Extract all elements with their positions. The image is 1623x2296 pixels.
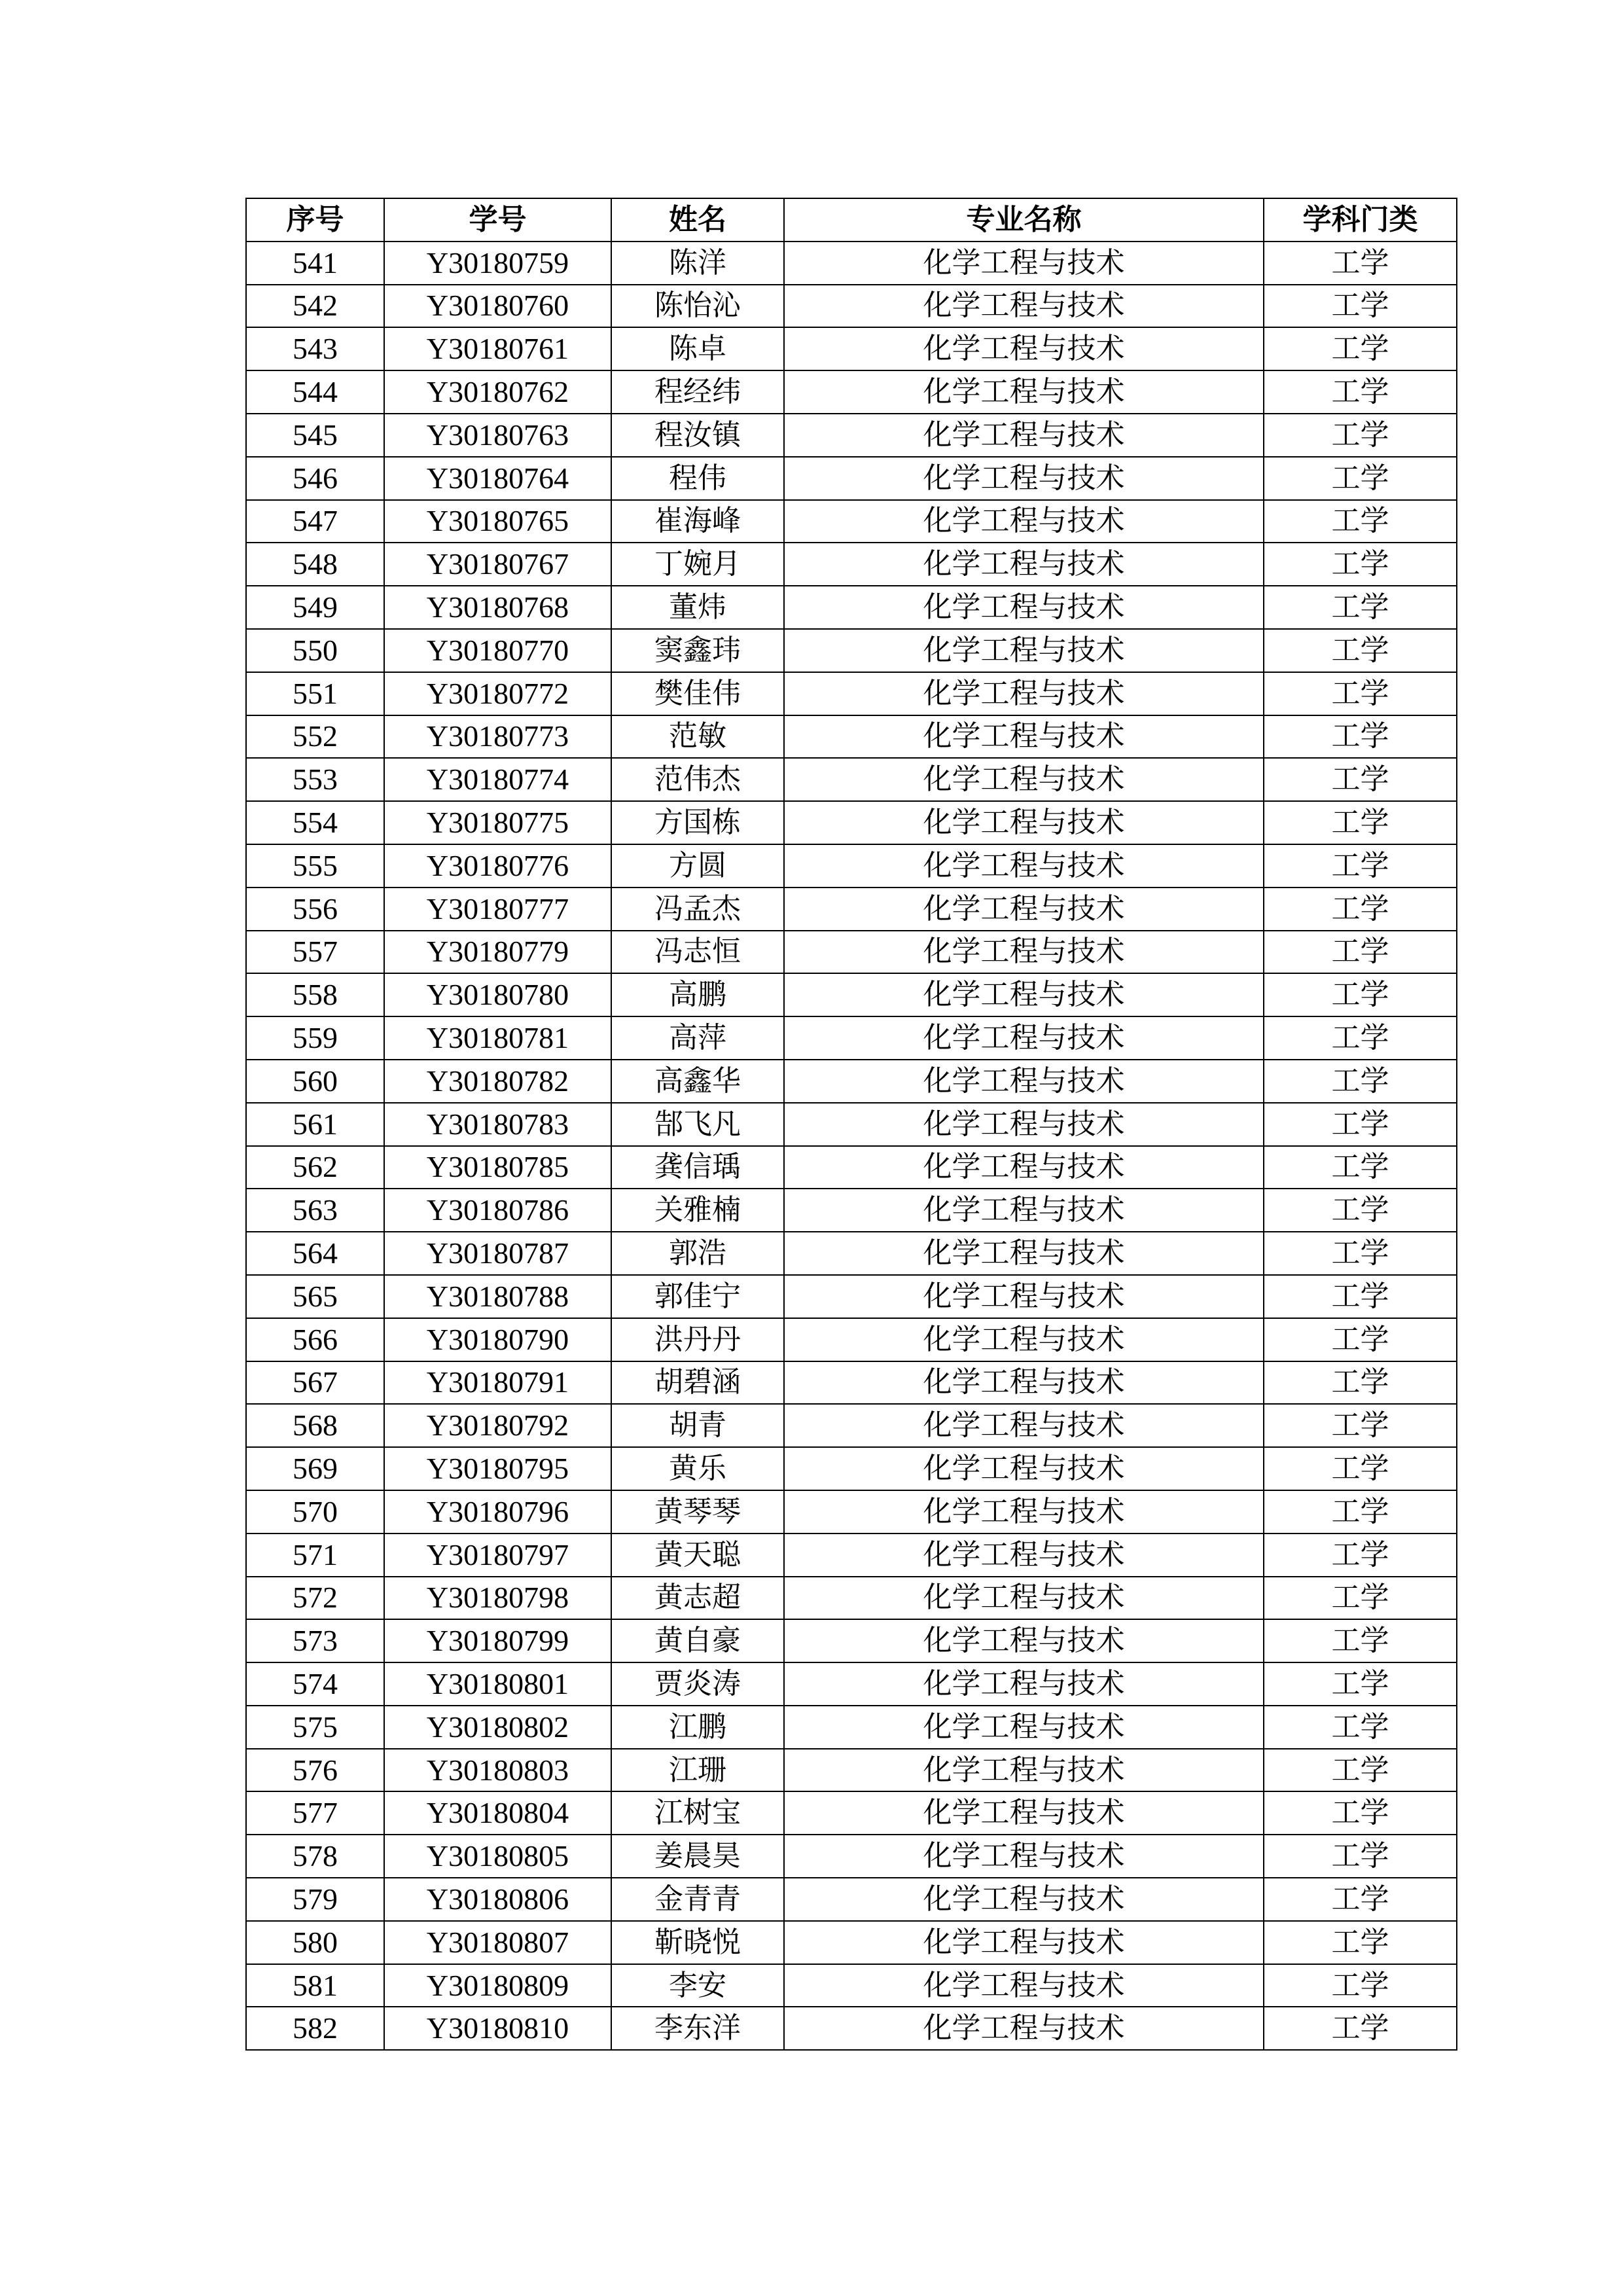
table-row bbox=[246, 370, 1457, 414]
cell-student-id: Y30180780 bbox=[384, 973, 611, 1016]
cell-student-id: Y30180805 bbox=[384, 1835, 611, 1878]
cell-name: 李东洋 bbox=[611, 2007, 784, 2050]
cell-major: 化学工程与技术 bbox=[784, 1534, 1264, 1577]
cell-student-id: Y30180795 bbox=[384, 1447, 611, 1490]
cell-major: 化学工程与技术 bbox=[784, 1404, 1264, 1447]
cell-seq: 544 bbox=[246, 370, 384, 414]
cell-category: 工学 bbox=[1264, 1361, 1457, 1405]
cell-category: 工学 bbox=[1264, 1619, 1457, 1662]
cell-name: 李安 bbox=[611, 1964, 784, 2007]
table-row bbox=[246, 715, 1457, 759]
table-row bbox=[246, 500, 1457, 543]
cell-student-id: Y30180786 bbox=[384, 1189, 611, 1232]
table-row bbox=[246, 1662, 1457, 1706]
cell-category: 工学 bbox=[1264, 1964, 1457, 2007]
cell-name: 龚信瑀 bbox=[611, 1146, 784, 1189]
student-roster-table bbox=[245, 198, 1457, 2051]
cell-category: 工学 bbox=[1264, 1706, 1457, 1749]
table-header bbox=[246, 198, 1457, 242]
cell-student-id: Y30180791 bbox=[384, 1361, 611, 1405]
cell-seq: 543 bbox=[246, 327, 384, 370]
table-row bbox=[246, 1835, 1457, 1878]
cell-student-id: Y30180762 bbox=[384, 370, 611, 414]
cell-major: 化学工程与技术 bbox=[784, 2007, 1264, 2050]
cell-name: 崔海峰 bbox=[611, 500, 784, 543]
cell-name: 程汝镇 bbox=[611, 414, 784, 457]
table-row bbox=[246, 1275, 1457, 1318]
cell-name: 洪丹丹 bbox=[611, 1318, 784, 1361]
cell-major: 化学工程与技术 bbox=[784, 1361, 1264, 1405]
cell-student-id: Y30180776 bbox=[384, 844, 611, 888]
cell-seq: 552 bbox=[246, 715, 384, 759]
cell-seq: 555 bbox=[246, 844, 384, 888]
cell-student-id: Y30180767 bbox=[384, 543, 611, 586]
cell-name: 程经纬 bbox=[611, 370, 784, 414]
table-row bbox=[246, 1361, 1457, 1405]
cell-seq: 549 bbox=[246, 586, 384, 629]
cell-name: 方国栋 bbox=[611, 801, 784, 844]
table-row bbox=[246, 844, 1457, 888]
cell-name: 陈卓 bbox=[611, 327, 784, 370]
cell-student-id: Y30180783 bbox=[384, 1103, 611, 1146]
cell-student-id: Y30180768 bbox=[384, 586, 611, 629]
cell-category: 工学 bbox=[1264, 242, 1457, 285]
table-body bbox=[246, 242, 1457, 2050]
cell-name: 黄乐 bbox=[611, 1447, 784, 1490]
cell-student-id: Y30180773 bbox=[384, 715, 611, 759]
cell-student-id: Y30180765 bbox=[384, 500, 611, 543]
cell-category: 工学 bbox=[1264, 1447, 1457, 1490]
cell-category: 工学 bbox=[1264, 973, 1457, 1016]
cell-seq: 582 bbox=[246, 2007, 384, 2050]
cell-student-id: Y30180809 bbox=[384, 1964, 611, 2007]
cell-category: 工学 bbox=[1264, 1921, 1457, 1964]
table-row bbox=[246, 758, 1457, 801]
cell-seq: 553 bbox=[246, 758, 384, 801]
cell-category: 工学 bbox=[1264, 1577, 1457, 1620]
table-row bbox=[246, 1060, 1457, 1103]
cell-seq: 574 bbox=[246, 1662, 384, 1706]
cell-seq: 542 bbox=[246, 285, 384, 328]
cell-major: 化学工程与技术 bbox=[784, 500, 1264, 543]
cell-student-id: Y30180763 bbox=[384, 414, 611, 457]
cell-student-id: Y30180781 bbox=[384, 1016, 611, 1060]
cell-name: 江珊 bbox=[611, 1749, 784, 1792]
cell-major: 化学工程与技术 bbox=[784, 1016, 1264, 1060]
cell-category: 工学 bbox=[1264, 2007, 1457, 2050]
cell-category: 工学 bbox=[1264, 931, 1457, 974]
cell-category: 工学 bbox=[1264, 1662, 1457, 1706]
cell-major: 化学工程与技术 bbox=[784, 1835, 1264, 1878]
cell-seq: 563 bbox=[246, 1189, 384, 1232]
table-row bbox=[246, 1447, 1457, 1490]
table-row bbox=[246, 457, 1457, 500]
cell-name: 黄志超 bbox=[611, 1577, 784, 1620]
header-row bbox=[246, 198, 1457, 242]
cell-name: 范敏 bbox=[611, 715, 784, 759]
table-row bbox=[246, 414, 1457, 457]
cell-name: 高萍 bbox=[611, 1016, 784, 1060]
cell-seq: 554 bbox=[246, 801, 384, 844]
cell-category: 工学 bbox=[1264, 285, 1457, 328]
cell-major: 化学工程与技术 bbox=[784, 1619, 1264, 1662]
cell-seq: 575 bbox=[246, 1706, 384, 1749]
cell-name: 冯孟杰 bbox=[611, 888, 784, 931]
cell-seq: 556 bbox=[246, 888, 384, 931]
cell-name: 陈洋 bbox=[611, 242, 784, 285]
cell-major: 化学工程与技术 bbox=[784, 1878, 1264, 1921]
cell-major: 化学工程与技术 bbox=[784, 586, 1264, 629]
cell-student-id: Y30180761 bbox=[384, 327, 611, 370]
cell-name: 江树宝 bbox=[611, 1791, 784, 1835]
table-row bbox=[246, 285, 1457, 328]
table-row bbox=[246, 1619, 1457, 1662]
cell-seq: 564 bbox=[246, 1232, 384, 1275]
table-row bbox=[246, 629, 1457, 672]
cell-seq: 558 bbox=[246, 973, 384, 1016]
table-row bbox=[246, 801, 1457, 844]
cell-seq: 577 bbox=[246, 1791, 384, 1835]
cell-category: 工学 bbox=[1264, 672, 1457, 715]
cell-seq: 545 bbox=[246, 414, 384, 457]
cell-seq: 570 bbox=[246, 1490, 384, 1534]
cell-major: 化学工程与技术 bbox=[784, 888, 1264, 931]
table-row bbox=[246, 1878, 1457, 1921]
cell-student-id: Y30180785 bbox=[384, 1146, 611, 1189]
table-row bbox=[246, 1146, 1457, 1189]
cell-major: 化学工程与技术 bbox=[784, 1103, 1264, 1146]
cell-seq: 559 bbox=[246, 1016, 384, 1060]
cell-name: 黄天聪 bbox=[611, 1534, 784, 1577]
cell-student-id: Y30180782 bbox=[384, 1060, 611, 1103]
cell-student-id: Y30180759 bbox=[384, 242, 611, 285]
cell-major: 化学工程与技术 bbox=[784, 414, 1264, 457]
cell-major: 化学工程与技术 bbox=[784, 457, 1264, 500]
cell-name: 丁婉月 bbox=[611, 543, 784, 586]
cell-major: 化学工程与技术 bbox=[784, 1146, 1264, 1189]
cell-name: 范伟杰 bbox=[611, 758, 784, 801]
cell-student-id: Y30180810 bbox=[384, 2007, 611, 2050]
table-row bbox=[246, 931, 1457, 974]
cell-name: 姜晨昊 bbox=[611, 1835, 784, 1878]
cell-student-id: Y30180787 bbox=[384, 1232, 611, 1275]
cell-student-id: Y30180760 bbox=[384, 285, 611, 328]
cell-seq: 579 bbox=[246, 1878, 384, 1921]
cell-major: 化学工程与技术 bbox=[784, 758, 1264, 801]
cell-student-id: Y30180807 bbox=[384, 1921, 611, 1964]
cell-student-id: Y30180792 bbox=[384, 1404, 611, 1447]
cell-student-id: Y30180796 bbox=[384, 1490, 611, 1534]
cell-seq: 548 bbox=[246, 543, 384, 586]
cell-major: 化学工程与技术 bbox=[784, 715, 1264, 759]
table-row bbox=[246, 1921, 1457, 1964]
cell-category: 工学 bbox=[1264, 586, 1457, 629]
table-row bbox=[246, 1490, 1457, 1534]
table-row bbox=[246, 672, 1457, 715]
table-row bbox=[246, 327, 1457, 370]
cell-name: 关雅楠 bbox=[611, 1189, 784, 1232]
cell-name: 江鹏 bbox=[611, 1706, 784, 1749]
cell-name: 窦鑫玮 bbox=[611, 629, 784, 672]
cell-student-id: Y30180804 bbox=[384, 1791, 611, 1835]
table-row bbox=[246, 1749, 1457, 1792]
table-row bbox=[246, 1706, 1457, 1749]
cell-major: 化学工程与技术 bbox=[784, 543, 1264, 586]
table-row bbox=[246, 1103, 1457, 1146]
cell-name: 高鹏 bbox=[611, 973, 784, 1016]
cell-student-id: Y30180799 bbox=[384, 1619, 611, 1662]
cell-student-id: Y30180797 bbox=[384, 1534, 611, 1577]
cell-category: 工学 bbox=[1264, 457, 1457, 500]
cell-major: 化学工程与技术 bbox=[784, 801, 1264, 844]
cell-seq: 561 bbox=[246, 1103, 384, 1146]
header-name: 姓名 bbox=[611, 198, 784, 242]
cell-major: 化学工程与技术 bbox=[784, 285, 1264, 328]
cell-name: 郭佳宁 bbox=[611, 1275, 784, 1318]
cell-major: 化学工程与技术 bbox=[784, 1275, 1264, 1318]
table-row bbox=[246, 586, 1457, 629]
cell-major: 化学工程与技术 bbox=[784, 1749, 1264, 1792]
cell-seq: 551 bbox=[246, 672, 384, 715]
cell-seq: 560 bbox=[246, 1060, 384, 1103]
cell-seq: 580 bbox=[246, 1921, 384, 1964]
cell-category: 工学 bbox=[1264, 1189, 1457, 1232]
cell-major: 化学工程与技术 bbox=[784, 1921, 1264, 1964]
cell-seq: 569 bbox=[246, 1447, 384, 1490]
cell-seq: 546 bbox=[246, 457, 384, 500]
cell-category: 工学 bbox=[1264, 844, 1457, 888]
cell-major: 化学工程与技术 bbox=[784, 1706, 1264, 1749]
cell-seq: 557 bbox=[246, 931, 384, 974]
cell-student-id: Y30180802 bbox=[384, 1706, 611, 1749]
cell-major: 化学工程与技术 bbox=[784, 973, 1264, 1016]
cell-student-id: Y30180770 bbox=[384, 629, 611, 672]
cell-category: 工学 bbox=[1264, 370, 1457, 414]
cell-name: 金青青 bbox=[611, 1878, 784, 1921]
cell-major: 化学工程与技术 bbox=[784, 1060, 1264, 1103]
cell-name: 高鑫华 bbox=[611, 1060, 784, 1103]
cell-name: 董炜 bbox=[611, 586, 784, 629]
cell-name: 胡青 bbox=[611, 1404, 784, 1447]
table-row bbox=[246, 2007, 1457, 2050]
cell-seq: 572 bbox=[246, 1577, 384, 1620]
cell-major: 化学工程与技术 bbox=[784, 1447, 1264, 1490]
cell-name: 樊佳伟 bbox=[611, 672, 784, 715]
cell-category: 工学 bbox=[1264, 1490, 1457, 1534]
cell-major: 化学工程与技术 bbox=[784, 242, 1264, 285]
cell-category: 工学 bbox=[1264, 1835, 1457, 1878]
cell-major: 化学工程与技术 bbox=[784, 629, 1264, 672]
table-row bbox=[246, 1577, 1457, 1620]
table-row bbox=[246, 1232, 1457, 1275]
cell-category: 工学 bbox=[1264, 327, 1457, 370]
table-row bbox=[246, 1016, 1457, 1060]
header-student-id: 学号 bbox=[384, 198, 611, 242]
table-row bbox=[246, 543, 1457, 586]
cell-seq: 567 bbox=[246, 1361, 384, 1405]
cell-category: 工学 bbox=[1264, 1791, 1457, 1835]
cell-student-id: Y30180801 bbox=[384, 1662, 611, 1706]
cell-category: 工学 bbox=[1264, 888, 1457, 931]
cell-seq: 573 bbox=[246, 1619, 384, 1662]
header-seq: 序号 bbox=[246, 198, 384, 242]
cell-seq: 568 bbox=[246, 1404, 384, 1447]
cell-major: 化学工程与技术 bbox=[784, 844, 1264, 888]
cell-seq: 565 bbox=[246, 1275, 384, 1318]
table-row bbox=[246, 1964, 1457, 2007]
cell-name: 冯志恒 bbox=[611, 931, 784, 974]
cell-seq: 547 bbox=[246, 500, 384, 543]
cell-category: 工学 bbox=[1264, 1016, 1457, 1060]
cell-category: 工学 bbox=[1264, 414, 1457, 457]
cell-student-id: Y30180790 bbox=[384, 1318, 611, 1361]
cell-seq: 550 bbox=[246, 629, 384, 672]
cell-major: 化学工程与技术 bbox=[784, 672, 1264, 715]
cell-major: 化学工程与技术 bbox=[784, 1318, 1264, 1361]
table-row bbox=[246, 1791, 1457, 1835]
cell-student-id: Y30180777 bbox=[384, 888, 611, 931]
cell-name: 胡碧涵 bbox=[611, 1361, 784, 1405]
cell-major: 化学工程与技术 bbox=[784, 1490, 1264, 1534]
cell-category: 工学 bbox=[1264, 801, 1457, 844]
cell-seq: 581 bbox=[246, 1964, 384, 2007]
cell-name: 贾炎涛 bbox=[611, 1662, 784, 1706]
cell-name: 郜飞凡 bbox=[611, 1103, 784, 1146]
cell-major: 化学工程与技术 bbox=[784, 1662, 1264, 1706]
cell-major: 化学工程与技术 bbox=[784, 1964, 1264, 2007]
cell-major: 化学工程与技术 bbox=[784, 1189, 1264, 1232]
cell-category: 工学 bbox=[1264, 1060, 1457, 1103]
cell-category: 工学 bbox=[1264, 1878, 1457, 1921]
cell-seq: 541 bbox=[246, 242, 384, 285]
cell-major: 化学工程与技术 bbox=[784, 327, 1264, 370]
cell-category: 工学 bbox=[1264, 1146, 1457, 1189]
header-category: 学科门类 bbox=[1264, 198, 1457, 242]
cell-seq: 571 bbox=[246, 1534, 384, 1577]
table-row bbox=[246, 888, 1457, 931]
cell-category: 工学 bbox=[1264, 1749, 1457, 1792]
cell-category: 工学 bbox=[1264, 1275, 1457, 1318]
cell-student-id: Y30180764 bbox=[384, 457, 611, 500]
cell-seq: 566 bbox=[246, 1318, 384, 1361]
cell-name: 陈怡沁 bbox=[611, 285, 784, 328]
cell-major: 化学工程与技术 bbox=[784, 1791, 1264, 1835]
cell-category: 工学 bbox=[1264, 1232, 1457, 1275]
cell-major: 化学工程与技术 bbox=[784, 1232, 1264, 1275]
cell-student-id: Y30180775 bbox=[384, 801, 611, 844]
cell-student-id: Y30180774 bbox=[384, 758, 611, 801]
cell-category: 工学 bbox=[1264, 629, 1457, 672]
cell-student-id: Y30180788 bbox=[384, 1275, 611, 1318]
cell-major: 化学工程与技术 bbox=[784, 370, 1264, 414]
cell-name: 方圆 bbox=[611, 844, 784, 888]
cell-name: 黄琴琴 bbox=[611, 1490, 784, 1534]
cell-name: 程伟 bbox=[611, 457, 784, 500]
cell-major: 化学工程与技术 bbox=[784, 931, 1264, 974]
cell-name: 郭浩 bbox=[611, 1232, 784, 1275]
cell-student-id: Y30180798 bbox=[384, 1577, 611, 1620]
cell-seq: 578 bbox=[246, 1835, 384, 1878]
cell-category: 工学 bbox=[1264, 715, 1457, 759]
table-row bbox=[246, 242, 1457, 285]
cell-category: 工学 bbox=[1264, 1103, 1457, 1146]
cell-category: 工学 bbox=[1264, 1318, 1457, 1361]
cell-student-id: Y30180772 bbox=[384, 672, 611, 715]
cell-student-id: Y30180803 bbox=[384, 1749, 611, 1792]
cell-category: 工学 bbox=[1264, 500, 1457, 543]
header-major: 专业名称 bbox=[784, 198, 1264, 242]
cell-category: 工学 bbox=[1264, 1404, 1457, 1447]
table-row bbox=[246, 1534, 1457, 1577]
cell-name: 靳晓悦 bbox=[611, 1921, 784, 1964]
cell-name: 黄自豪 bbox=[611, 1619, 784, 1662]
cell-category: 工学 bbox=[1264, 1534, 1457, 1577]
cell-category: 工学 bbox=[1264, 543, 1457, 586]
table-row bbox=[246, 973, 1457, 1016]
cell-student-id: Y30180806 bbox=[384, 1878, 611, 1921]
cell-seq: 562 bbox=[246, 1146, 384, 1189]
cell-student-id: Y30180779 bbox=[384, 931, 611, 974]
table-row bbox=[246, 1189, 1457, 1232]
cell-category: 工学 bbox=[1264, 758, 1457, 801]
cell-seq: 576 bbox=[246, 1749, 384, 1792]
table-row bbox=[246, 1404, 1457, 1447]
table-row bbox=[246, 1318, 1457, 1361]
cell-major: 化学工程与技术 bbox=[784, 1577, 1264, 1620]
